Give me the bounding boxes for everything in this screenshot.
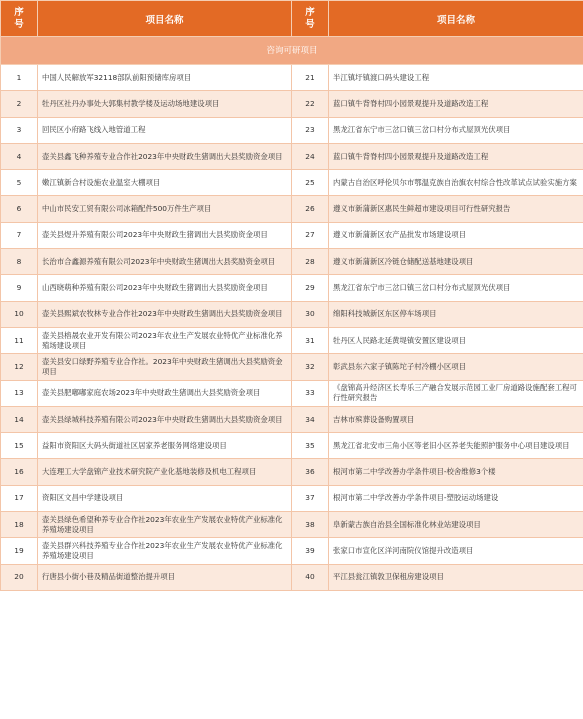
left-name-cell: 长治市合鑫源养殖有限公司2023年中央财政生猪调出大县奖励资金项目 bbox=[38, 249, 292, 275]
left-name-cell: 中国人民解放军32118部队前阳预储库房项目 bbox=[38, 65, 292, 91]
header-num-left-line2: 号 bbox=[14, 18, 24, 30]
left-num-cell: 10 bbox=[1, 301, 38, 327]
left-name-cell: 壶关县鑫飞种养殖专业合作社2023年中央财政生猪调出大县奖励资金项目 bbox=[38, 143, 292, 169]
left-name-cell: 大连理工大学盘锦产业技术研究院产业化基地装修及机电工程项目 bbox=[38, 459, 292, 485]
right-name-cell: 阜新蒙古族自治县全国标准化林业站建设项目 bbox=[329, 512, 583, 538]
table-row bbox=[1, 170, 583, 196]
header-num-left-line1: 序 bbox=[14, 6, 24, 18]
right-name-cell: 黑龙江省北安市三角小区等老旧小区养老失能照护服务中心项目建设项目 bbox=[329, 433, 583, 459]
right-num-cell: 30 bbox=[292, 301, 329, 327]
table-row bbox=[1, 406, 583, 432]
left-name-cell: 山西晓萌种养殖有限公司2023年中央财政生猪调出大县奖励资金项目 bbox=[38, 275, 292, 301]
right-name-cell: 黑龙江省东宁市三岔口镇三岔口村分布式屋顶光伏项目 bbox=[329, 275, 583, 301]
right-name-cell: 彰武县东六家子镇陈坨子村冷棚小区项目 bbox=[329, 354, 583, 380]
left-num-cell: 12 bbox=[1, 354, 38, 380]
right-num-cell: 22 bbox=[292, 91, 329, 117]
header-num-left bbox=[1, 1, 38, 37]
right-name-cell: 蓝口镇牛背脊村四小园景观提升及道路改造工程 bbox=[329, 91, 583, 117]
right-num-cell: 23 bbox=[292, 117, 329, 143]
left-num-cell: 16 bbox=[1, 459, 38, 485]
table-row bbox=[1, 143, 583, 169]
table-row bbox=[1, 249, 583, 275]
left-num-cell: 7 bbox=[1, 222, 38, 248]
left-name-cell: 壶关县群兴科技养殖专业合作社2023年农业生产发展农业特优产业标准化养殖场建设项目 bbox=[38, 538, 292, 564]
right-name-cell: 《盘锦高升经济区长寿乐三产融合发展示范园工业厂房道路设施配套工程可行性研究报告 bbox=[329, 380, 583, 406]
left-name-cell: 中山市民安工贸有限公司冰箱配件500万件生产项目 bbox=[38, 196, 292, 222]
table-row bbox=[1, 327, 583, 353]
header-num-right bbox=[292, 1, 329, 37]
header-name-right: 项目名称 bbox=[329, 1, 583, 37]
right-num-cell: 32 bbox=[292, 354, 329, 380]
left-name-cell: 壶关县绿色希望种养专业合作社2023年农业生产发展农业特优产业标准化养殖场建设项目 bbox=[38, 512, 292, 538]
right-num-cell: 29 bbox=[292, 275, 329, 301]
header-num-right-line1: 序 bbox=[305, 6, 315, 18]
right-name-cell: 根河市第二中学改善办学条件项目-塑胶运动场建设 bbox=[329, 485, 583, 511]
right-num-cell: 27 bbox=[292, 222, 329, 248]
left-name-cell: 壶关县熙斌农牧林专业合作社2023年中央财政生猪调出大县奖励资金项目 bbox=[38, 301, 292, 327]
right-name-cell: 内蒙古自治区呼伦贝尔市鄂温克族自治旗农村综合性改革试点试验实施方案 bbox=[329, 170, 583, 196]
left-name-cell: 益阳市资阳区大码头街道社区居家养老服务网络建设项目 bbox=[38, 433, 292, 459]
left-num-cell: 6 bbox=[1, 196, 38, 222]
table-row bbox=[1, 222, 583, 248]
right-num-cell: 40 bbox=[292, 564, 329, 590]
table-row bbox=[1, 196, 583, 222]
table-row bbox=[1, 433, 583, 459]
right-num-cell: 28 bbox=[292, 249, 329, 275]
left-num-cell: 2 bbox=[1, 91, 38, 117]
left-name-cell: 壶关县肥嘟嘟家庭农场2023年中央财政生猪调出大县奖励资金项目 bbox=[38, 380, 292, 406]
left-name-cell: 壶关县煜升养殖有限公司2023年中央财政生猪调出大县奖励资金项目 bbox=[38, 222, 292, 248]
right-name-cell: 遵义市新蒲新区冷链仓储配送基地建设项目 bbox=[329, 249, 583, 275]
left-num-cell: 1 bbox=[1, 65, 38, 91]
right-num-cell: 33 bbox=[292, 380, 329, 406]
left-name-cell: 壶关县绿城科技养殖有限公司2023年中央财政生猪调出大县奖励资金项目 bbox=[38, 406, 292, 432]
right-name-cell: 牡丹区人民路北延黄堤镇安置区建设项目 bbox=[329, 327, 583, 353]
table-row bbox=[1, 65, 583, 91]
left-num-cell: 20 bbox=[1, 564, 38, 590]
left-num-cell: 3 bbox=[1, 117, 38, 143]
right-name-cell: 半江镇圩镇渡口码头建设工程 bbox=[329, 65, 583, 91]
left-name-cell: 回民区小府路飞线入地管道工程 bbox=[38, 117, 292, 143]
left-num-cell: 19 bbox=[1, 538, 38, 564]
right-name-cell: 黑龙江省东宁市三岔口镇三岔口村分布式屋顶光伏项目 bbox=[329, 117, 583, 143]
right-num-cell: 24 bbox=[292, 143, 329, 169]
right-num-cell: 36 bbox=[292, 459, 329, 485]
right-name-cell: 遵义市新蒲新区惠民生鲜超市建设项目可行性研究报告 bbox=[329, 196, 583, 222]
table-row bbox=[1, 91, 583, 117]
left-name-cell: 壶关县安口绿野养殖专业合作社。2023年中央财政生猪调出大县奖励资金项目 bbox=[38, 354, 292, 380]
left-name-cell: 嫩江镇新合村设施农业温室大棚项目 bbox=[38, 170, 292, 196]
right-name-cell: 平江县瓮江镇敦卫保租房建设项目 bbox=[329, 564, 583, 590]
table-row bbox=[1, 459, 583, 485]
right-num-cell: 34 bbox=[292, 406, 329, 432]
left-name-cell: 资阳区文昌中学建设项目 bbox=[38, 485, 292, 511]
right-num-cell: 25 bbox=[292, 170, 329, 196]
left-num-cell: 4 bbox=[1, 143, 38, 169]
left-num-cell: 9 bbox=[1, 275, 38, 301]
section-title: 咨询可研项目 bbox=[1, 37, 583, 65]
right-name-cell: 蓝口镇牛背脊村四小园景观提升及道路改造工程 bbox=[329, 143, 583, 169]
right-name-cell: 遵义市新蒲新区农产品批发市场建设项目 bbox=[329, 222, 583, 248]
left-num-cell: 13 bbox=[1, 380, 38, 406]
left-num-cell: 18 bbox=[1, 512, 38, 538]
right-num-cell: 21 bbox=[292, 65, 329, 91]
right-num-cell: 26 bbox=[292, 196, 329, 222]
section-row bbox=[1, 37, 583, 65]
right-num-cell: 35 bbox=[292, 433, 329, 459]
table-row bbox=[1, 275, 583, 301]
left-num-cell: 15 bbox=[1, 433, 38, 459]
table-row bbox=[1, 380, 583, 406]
left-name-cell: 壶关县榕晟农业开发有限公司2023年农业生产发展农业特优产业标准化养殖场建设项目 bbox=[38, 327, 292, 353]
right-name-cell: 根河市第二中学改善办学条件项目-校舍维修3个楼 bbox=[329, 459, 583, 485]
left-name-cell: 行唐县小街小巷及精品街道整治提升项目 bbox=[38, 564, 292, 590]
left-num-cell: 14 bbox=[1, 406, 38, 432]
right-num-cell: 38 bbox=[292, 512, 329, 538]
table-row bbox=[1, 117, 583, 143]
right-num-cell: 37 bbox=[292, 485, 329, 511]
left-num-cell: 5 bbox=[1, 170, 38, 196]
left-name-cell: 牡丹区社丹办事处大郭集村教学楼及运动场地建设项目 bbox=[38, 91, 292, 117]
header-name-left: 项目名称 bbox=[38, 1, 292, 37]
table-row bbox=[1, 564, 583, 590]
header-num-right-line2: 号 bbox=[305, 18, 315, 30]
left-num-cell: 8 bbox=[1, 249, 38, 275]
table-row bbox=[1, 538, 583, 564]
table-row bbox=[1, 354, 583, 380]
table-row bbox=[1, 485, 583, 511]
table-row bbox=[1, 301, 583, 327]
table-header-row bbox=[1, 1, 583, 37]
table-row bbox=[1, 512, 583, 538]
left-num-cell: 17 bbox=[1, 485, 38, 511]
right-name-cell: 吉林市殡葬设备购置项目 bbox=[329, 406, 583, 432]
right-name-cell: 绵阳科技城新区东区停车场项目 bbox=[329, 301, 583, 327]
right-num-cell: 39 bbox=[292, 538, 329, 564]
right-name-cell: 张家口市宣化区洋河南院仪馆提升改造项目 bbox=[329, 538, 583, 564]
left-num-cell: 11 bbox=[1, 327, 38, 353]
right-num-cell: 31 bbox=[292, 327, 329, 353]
